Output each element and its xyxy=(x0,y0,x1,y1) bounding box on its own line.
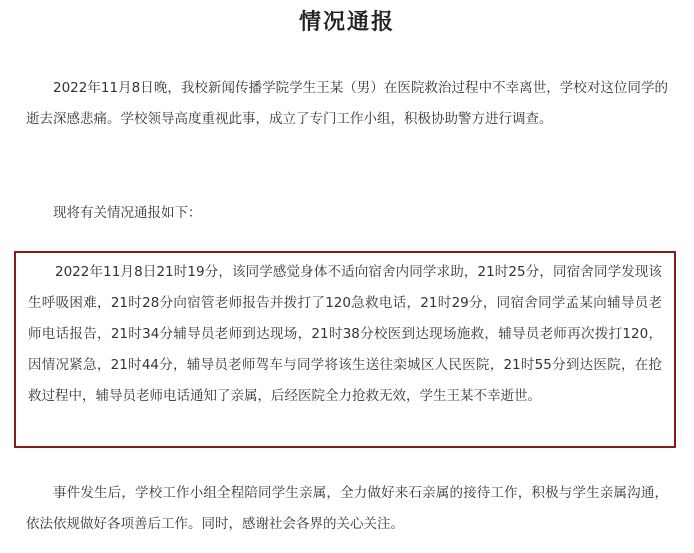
lead-paragraph: 现将有关情况通报如下： xyxy=(53,205,202,221)
document-title: 情况通报 xyxy=(298,10,395,35)
highlighted-timeline-box xyxy=(14,251,676,448)
intro-paragraph: 2022年11月8日晚，我校新闻传播学院学生王某（男）在医院救治过程中不幸离世，学校对这位同学的逝去深感悲痛。学校领导高度重视此事，成立了专门工作小组，积极协助警方进行调查。 xyxy=(26,80,668,127)
timeline-paragraph: 2022年11月8日21时19分，该同学感觉身体不适向宿舍内同学求助，21时25分，同宿舍同学发现该生呼吸困难，21时28分向宿管老师报告并拨打了120急救电话，21时29分，同宿舍同学孟某向辅导员老师电话报告，21时34分辅导员老师到达现场，21时38分校医到达现场施救，辅导员老师再次拨打120，因情况紧急，21时44分，辅导员老师驾车与同学将该生送往栾城区人民医院，21时55分到达医院，在抢救过程中，辅导员老师电话通知了亲属，后经医院全力抢救无效，学生王某不幸逝世。 xyxy=(28,264,662,404)
followup-paragraph: 事件发生后，学校工作小组全程陪同学生亲属，全力做好来石亲属的接待工作，积极与学生亲属沟通，依法依规做好各项善后工作。同时，感谢社会各界的关心关注。 xyxy=(26,485,668,532)
